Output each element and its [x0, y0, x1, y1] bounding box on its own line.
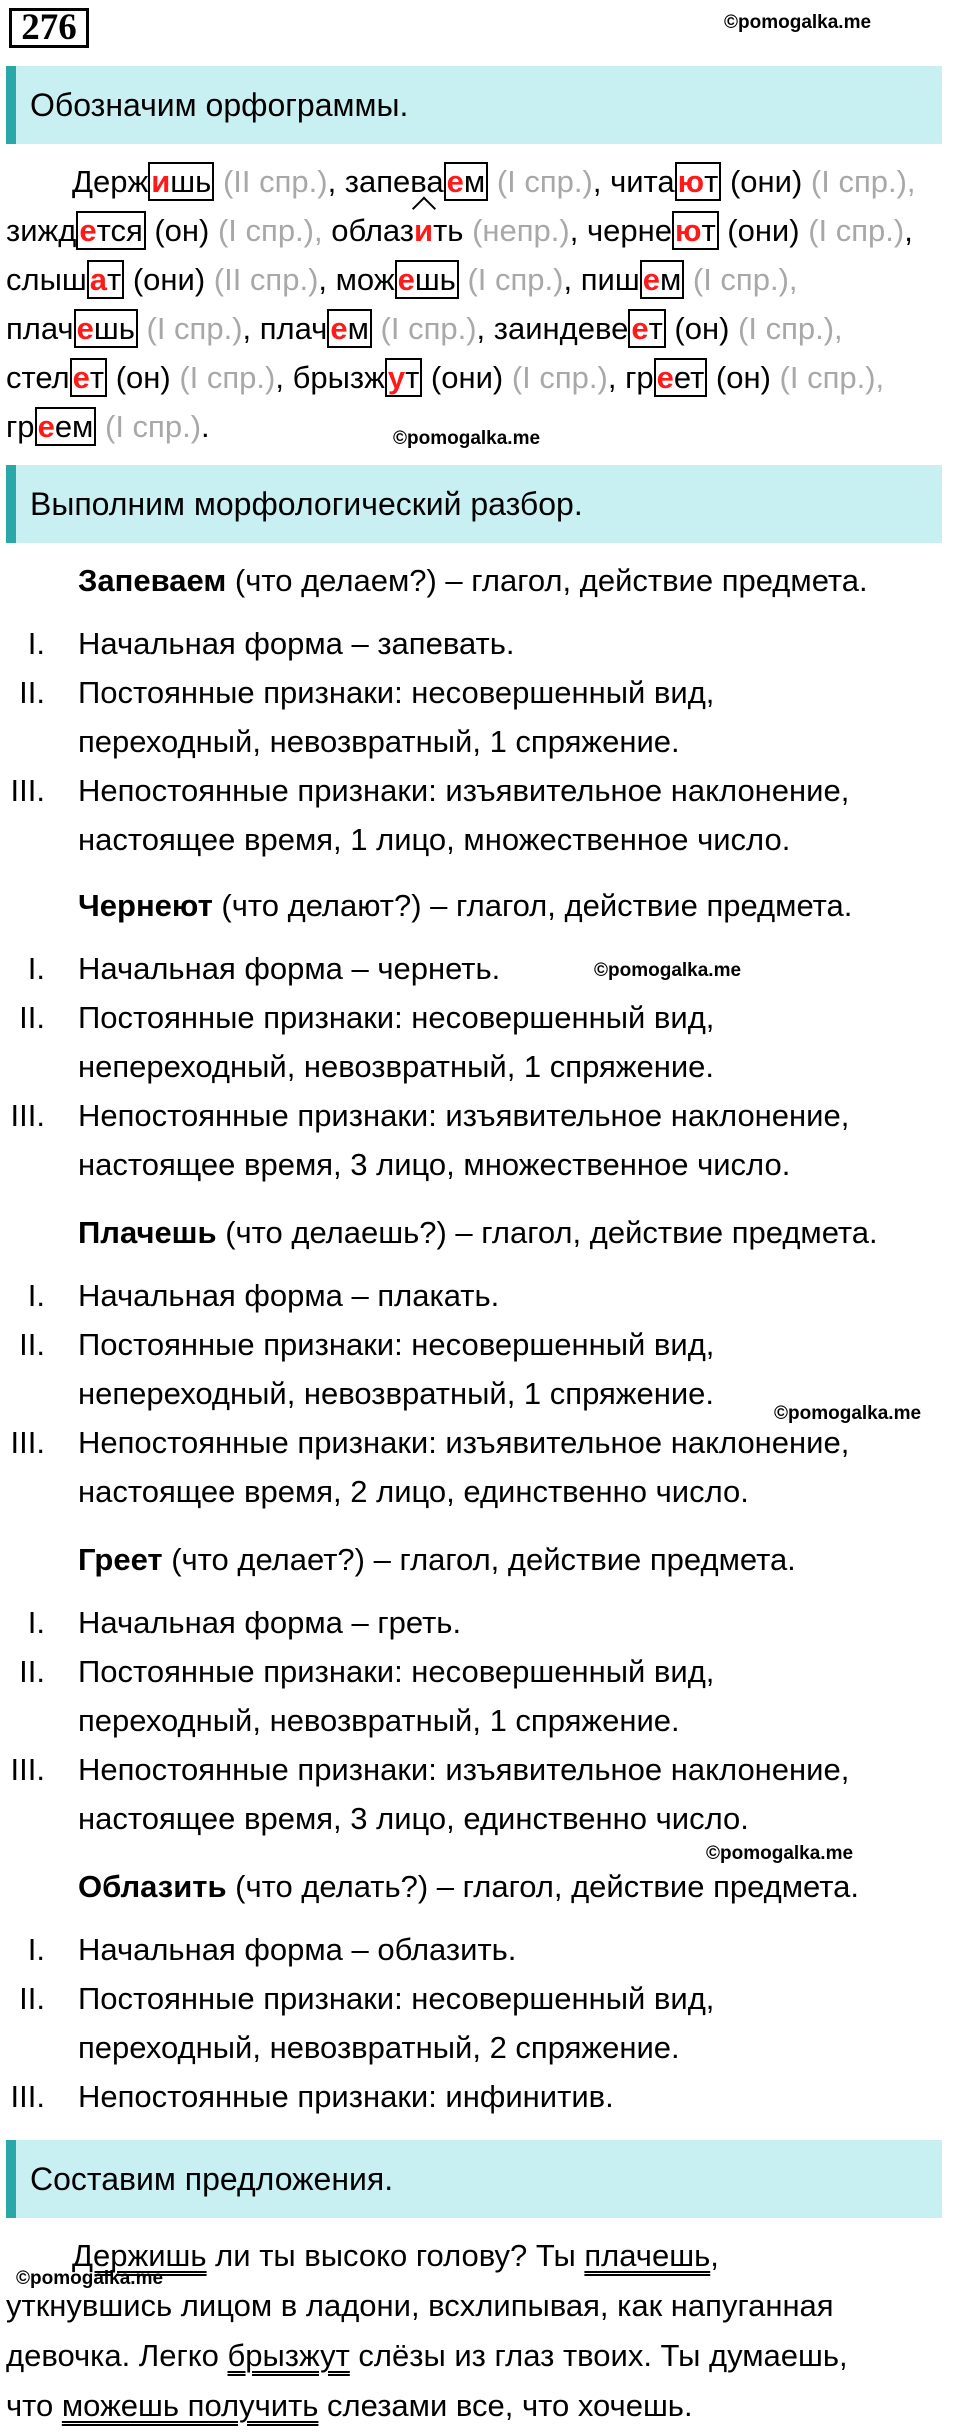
watermark: ©pomogalka.me [16, 2268, 164, 2289]
arc-mark-icon: и [414, 206, 433, 255]
morph-word: Чернеют [78, 888, 213, 923]
morph-word: Плачешь [78, 1215, 217, 1250]
morph-word: Облазить [78, 1869, 227, 1904]
predicate-underline: плачешь [584, 2238, 711, 2273]
morph-word: Греет [78, 1542, 163, 1577]
sentences-paragraph: Держишь ли ты высоко голову? Ты плачешь, уткнувшись лицом в ладони, всхлипывая, как напуганная девочка. Легко брызжут слёзы из глаз твоих. Ты думаешь, что можешь получить слезами все, что хочешь. [6, 2238, 848, 2423]
morph-heading: Облазить (что делать?) – глагол, действие предмета. [78, 1869, 859, 1904]
watermark: ©pomogalka.me [724, 12, 872, 33]
morph-heading: Греет (что делает?) – глагол, действие предмета. [78, 1542, 796, 1577]
section-header-sentences: Составим предложения. [6, 2140, 942, 2218]
exercise-number: 276 [9, 8, 89, 48]
morph-heading: Плачешь (что делаешь?) – глагол, действие предмета. [78, 1215, 878, 1250]
morph-heading: Запеваем (что делаем?) – глагол, действие предмета. [78, 563, 868, 598]
watermark: ©pomogalka.me [774, 1403, 922, 1424]
watermark: ©pomogalka.me [594, 960, 742, 981]
orthogram-paragraph: Держишь (II спр.), запеваем (I спр.), читают (они) (I спр.), зиждется (он) (I спр.), облазить (непр.), чернеют (они) (I спр.), слышат (они) (II спр.), можешь (I спр.), пишем (I спр.), плачешь (I спр.), плачем (I спр.), заиндевеет (он) (I спр.), стелет (он) (I спр.), брызжут (они) (I спр.), греет (он) (I спр.), греем (I спр.). [6, 164, 916, 444]
predicate-underline: Держишь [72, 2238, 207, 2273]
watermark: ©pomogalka.me [706, 1843, 854, 1864]
predicate-underline: брызжут [227, 2338, 350, 2373]
morph-word: Запеваем [78, 563, 227, 598]
morph-heading: Чернеют (что делают?) – глагол, действие предмета. [78, 888, 853, 923]
section-header-orthograms: Обозначим орфограммы. [6, 66, 942, 144]
watermark: ©pomogalka.me [393, 428, 541, 449]
predicate-underline: можешь получить [61, 2388, 319, 2423]
section-header-morphology: Выполним морфологический разбор. [6, 465, 942, 543]
